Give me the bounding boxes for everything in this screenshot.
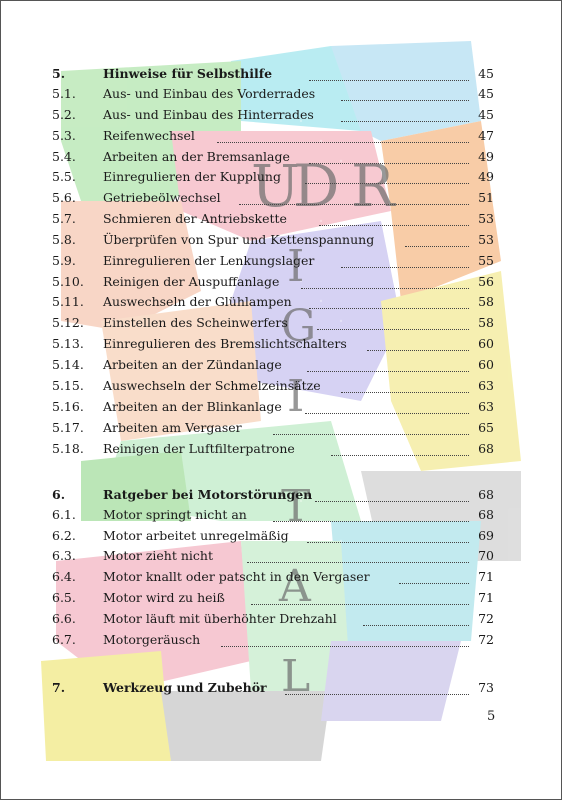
toc-leader-dots	[309, 60, 469, 81]
toc-leader-dots	[363, 605, 469, 626]
toc-row	[1, 588, 562, 608]
toc-row	[1, 188, 562, 208]
toc-page-number: 73	[478, 680, 494, 695]
toc-row	[1, 630, 562, 650]
toc-row	[1, 439, 562, 459]
toc-title: Aus- und Einbau des Vorderrades	[103, 86, 316, 101]
toc-number: 5.13.	[52, 336, 84, 351]
toc-page-number: 65	[478, 420, 494, 435]
toc-row	[1, 418, 562, 438]
toc-number: 5.2.	[52, 107, 76, 122]
toc-number: 5.	[52, 66, 66, 81]
toc-number: 6.5.	[52, 590, 76, 605]
toc-page-number: 49	[478, 149, 494, 164]
toc-row	[1, 546, 562, 566]
toc-row	[1, 334, 562, 354]
toc-row	[1, 678, 562, 698]
toc-page-number: 71	[478, 569, 494, 584]
toc-row	[1, 209, 562, 229]
toc-leader-dots	[307, 522, 469, 543]
toc-leader-dots	[273, 414, 469, 435]
toc-page-number: 68	[478, 441, 494, 456]
toc-leader-dots	[399, 563, 469, 584]
toc-page-number: 72	[478, 611, 494, 626]
toc-leader-dots	[319, 205, 469, 226]
toc-leader-dots	[341, 101, 469, 122]
toc-title: Einregulieren der Lenkungslager	[103, 253, 315, 268]
toc-title: Arbeiten an der Zündanlage	[103, 357, 282, 372]
toc-page-number: 45	[478, 66, 494, 81]
toc-number: 6.4.	[52, 569, 76, 584]
toc-leader-dots	[285, 674, 469, 695]
toc-page-number: 69	[478, 528, 494, 543]
toc-leader-dots	[305, 163, 469, 184]
toc-title: Motor wird zu heiß	[103, 590, 225, 605]
toc-leader-dots	[273, 501, 469, 522]
toc-leader-dots	[341, 247, 469, 268]
toc-leader-dots	[307, 351, 469, 372]
toc-leader-dots	[315, 481, 469, 502]
toc-title: Werkzeug und Zubehör	[103, 680, 267, 695]
toc-number: 6.2.	[52, 528, 76, 543]
toc-number: 5.16.	[52, 399, 84, 414]
toc-page-number: 49	[478, 169, 494, 184]
toc-number: 5.10.	[52, 274, 84, 289]
toc-number: 5.12.	[52, 315, 84, 330]
toc-leader-dots	[331, 435, 469, 456]
toc-page-number: 71	[478, 590, 494, 605]
toc-leader-dots	[317, 309, 469, 330]
toc-page-number: 58	[478, 294, 494, 309]
toc-page-number: 45	[478, 86, 494, 101]
toc-row	[1, 230, 562, 250]
toc-row	[1, 126, 562, 146]
toc-title: Auswechseln der Schmelzeinsätze	[103, 378, 321, 393]
toc-title: Reifenwechsel	[103, 128, 195, 143]
toc-leader-dots	[239, 184, 469, 205]
toc-page-number: 63	[478, 399, 494, 414]
toc-number: 5.11.	[52, 294, 84, 309]
page-number: 5	[487, 709, 496, 724]
toc-row	[1, 355, 562, 375]
toc-page-number: 55	[478, 253, 494, 268]
toc-number: 5.14.	[52, 357, 84, 372]
toc-row	[1, 64, 562, 84]
toc-page-number: 51	[478, 190, 494, 205]
toc-leader-dots	[251, 584, 469, 605]
toc-title: Arbeiten am Vergaser	[103, 420, 242, 435]
toc-title: Aus- und Einbau des Hinterrades	[103, 107, 314, 122]
toc-title: Reinigen der Auspuffanlage	[103, 274, 280, 289]
toc-title: Einregulieren des Bremslichtschalters	[103, 336, 347, 351]
toc-title: Motor knallt oder patscht in den Vergaser	[103, 569, 370, 584]
toc-title: Arbeiten an der Bremsanlage	[103, 149, 290, 164]
toc-number: 7.	[52, 680, 66, 695]
toc-title: Einstellen des Scheinwerfers	[103, 315, 288, 330]
toc-row	[1, 292, 562, 312]
toc-row	[1, 313, 562, 333]
toc-title: Getriebeölwechsel	[103, 190, 221, 205]
svg-text:T: T	[281, 481, 311, 532]
toc-number: 5.15.	[52, 378, 84, 393]
toc-leader-dots	[309, 288, 469, 309]
svg-text:G: G	[281, 301, 317, 352]
toc-leader-dots	[341, 372, 469, 393]
svg-text:D: D	[293, 152, 340, 220]
toc-number: 5.17.	[52, 420, 84, 435]
toc-page-number: 53	[478, 211, 494, 226]
toc-row	[1, 272, 562, 292]
toc-number: 5.7.	[52, 211, 76, 226]
toc-leader-dots	[309, 143, 469, 164]
toc-leader-dots	[247, 542, 469, 563]
toc-leader-dots	[301, 268, 469, 289]
toc-title: Überprüfen von Spur und Kettenspannung	[103, 232, 375, 247]
toc-number: 5.18.	[52, 441, 84, 456]
toc-page-number: 60	[478, 357, 494, 372]
toc-number: 6.6.	[52, 611, 76, 626]
toc-number: 5.9.	[52, 253, 76, 268]
toc-number: 5.3.	[52, 128, 76, 143]
toc-title: Reinigen der Luftfilterpatrone	[103, 441, 295, 456]
toc-number: 5.4.	[52, 149, 76, 164]
toc-page-number: 68	[478, 507, 494, 522]
toc-number: 6.1.	[52, 507, 76, 522]
toc-row	[1, 505, 562, 525]
toc-number: 6.3.	[52, 548, 76, 563]
toc-title: Motor springt nicht an	[103, 507, 247, 522]
toc-page-number: 70	[478, 548, 494, 563]
svg-text:A: A	[279, 561, 311, 612]
toc-leader-dots	[221, 626, 469, 647]
toc-leader-dots	[217, 122, 469, 143]
svg-text:R: R	[351, 152, 395, 220]
toc-page-number: 45	[478, 107, 494, 122]
toc-title: Hinweise für Selbsthilfe	[103, 66, 273, 81]
toc-number: 5.6.	[52, 190, 76, 205]
toc-page-number: 47	[478, 128, 494, 143]
toc-title: Motor läuft mit überhöhter Drehzahl	[103, 611, 337, 626]
toc-row	[1, 251, 562, 271]
toc-number: 5.5.	[52, 169, 76, 184]
toc-title: Auswechseln der Glühlampen	[103, 294, 292, 309]
toc-leader-dots	[341, 80, 469, 101]
table-of-contents	[1, 1, 562, 800]
toc-title: Ratgeber bei Motorstörungen	[103, 487, 313, 502]
toc-page-number: 60	[478, 336, 494, 351]
toc-title: Einregulieren der Kupplung	[103, 169, 281, 184]
toc-number: 6.7.	[52, 632, 76, 647]
toc-leader-dots	[305, 393, 469, 414]
toc-row	[1, 376, 562, 396]
toc-page-number: 72	[478, 632, 494, 647]
toc-title: Motor arbeitet unregelmäßig	[103, 528, 289, 543]
toc-row	[1, 84, 562, 104]
svg-text:I: I	[287, 241, 305, 292]
toc-number: 5.1.	[52, 86, 76, 101]
toc-number: 6.	[52, 487, 66, 502]
toc-page-number: 56	[478, 274, 494, 289]
svg-text:U: U	[251, 152, 300, 220]
toc-leader-dots	[367, 330, 469, 351]
toc-title: Schmieren der Antriebskette	[103, 211, 287, 226]
toc-row	[1, 147, 562, 167]
toc-page-number: 68	[478, 487, 494, 502]
toc-number: 5.8.	[52, 232, 76, 247]
toc-leader-dots	[405, 226, 469, 247]
toc-page-number: 58	[478, 315, 494, 330]
svg-text:L: L	[281, 651, 311, 702]
toc-page-number: 53	[478, 232, 494, 247]
toc-title: Motorgeräusch	[103, 632, 201, 647]
toc-title: Arbeiten an der Blinkanlage	[103, 399, 282, 414]
toc-title: Motor zieht nicht	[103, 548, 213, 563]
svg-text:I: I	[287, 371, 305, 422]
toc-page-number: 63	[478, 378, 494, 393]
